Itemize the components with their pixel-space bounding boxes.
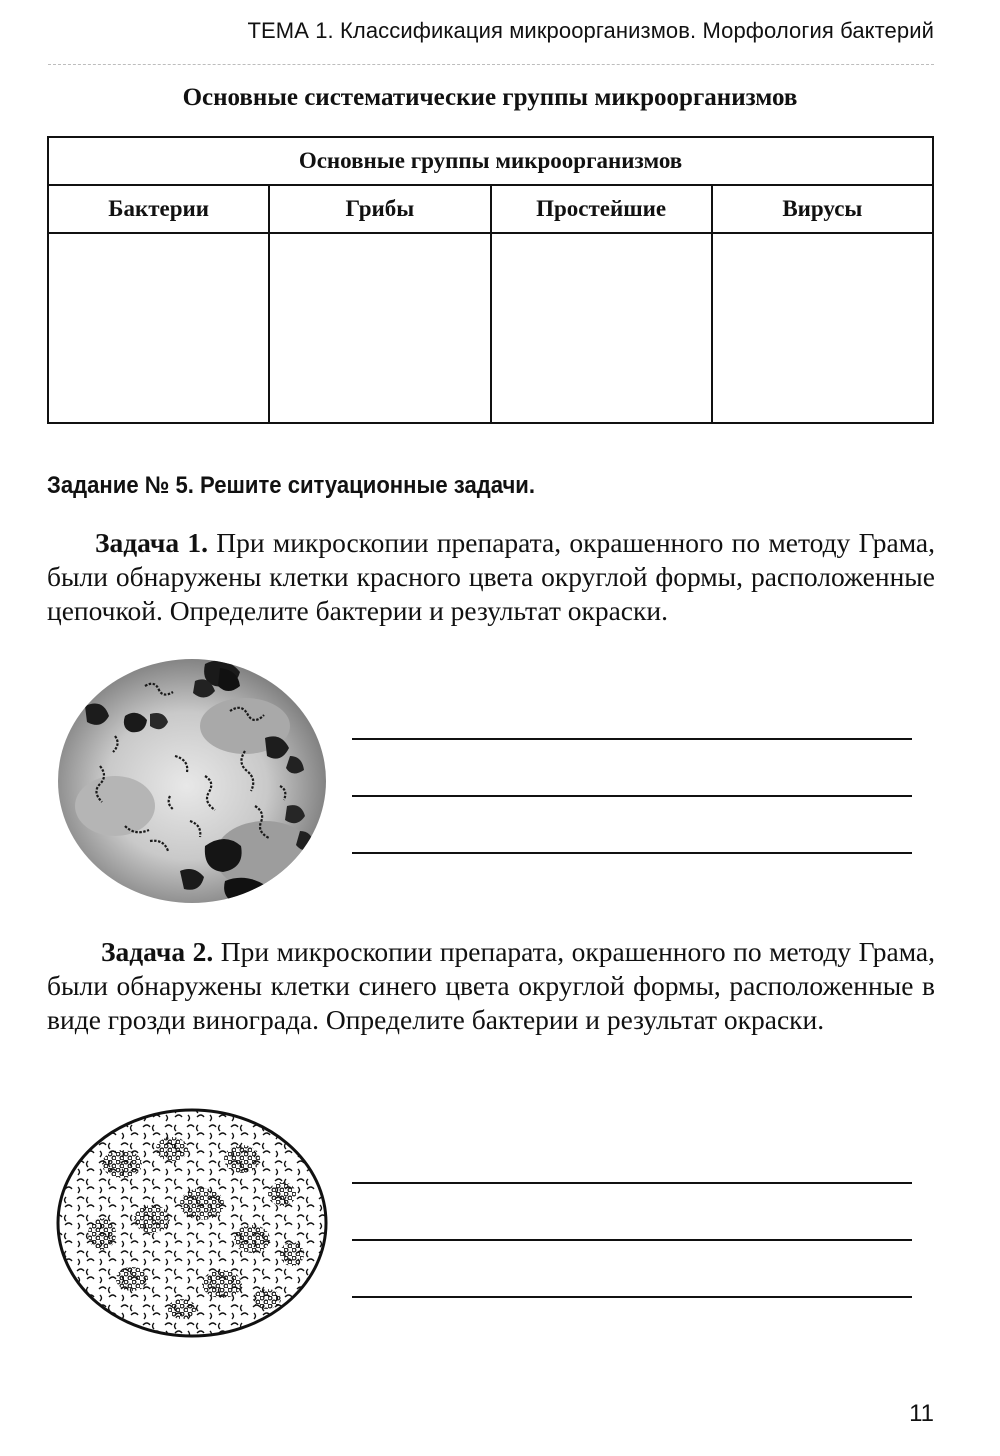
column-header-viruses: Вирусы: [712, 185, 933, 233]
page-header: ТЕМА 1. Классификация микроорганизмов. Морфология бактерий: [247, 18, 934, 43]
task2-paragraph: [47, 935, 935, 1037]
task1-label: Задача 1.: [95, 527, 208, 558]
task1-text: При микроскопии препарата, окрашенного по методу Грама, были обнаружены клетки красного цвета округлой формы, расположенные цепочкой. Определите бактерии и результат окраски.: [47, 527, 935, 626]
task2-answer-line-2[interactable]: [352, 1239, 912, 1241]
answer-cell-viruses[interactable]: [712, 233, 933, 423]
page-number: 11: [909, 1400, 934, 1427]
groups-table: [47, 136, 934, 424]
task2-label: Задача 2.: [101, 936, 214, 967]
answer-cell-fungi[interactable]: [269, 233, 490, 423]
task1-answer-line-3[interactable]: [352, 852, 912, 854]
table-group-header: Основные группы микроорганизмов: [48, 137, 933, 185]
column-header-fungi: Грибы: [269, 185, 490, 233]
section-title: Основные систематические группы микроорганизмов: [182, 84, 798, 111]
task2-text: При микроскопии препарата, окрашенного по методу Грама, были обнаружены клетки синего цвета округлой формы, расположенные в виде грозди винограда. Определите бактерии и результат окраски.: [47, 936, 935, 1035]
micrograph-staphylococci: [52, 1104, 332, 1342]
column-header-bacteria: Бактерии: [48, 185, 269, 233]
task1-answer-line-2[interactable]: [352, 795, 912, 797]
task1-answer-line-1[interactable]: [352, 738, 912, 740]
task-heading: Задание № 5. Решите ситуационные задачи.: [47, 472, 536, 499]
task1-paragraph: [47, 526, 935, 628]
task2-answer-line-3[interactable]: [352, 1296, 912, 1298]
answer-cell-protozoa[interactable]: [491, 233, 712, 423]
column-header-protozoa: Простейшие: [491, 185, 712, 233]
task2-answer-line-1[interactable]: [352, 1182, 912, 1184]
header-divider: [48, 64, 934, 65]
answer-cell-bacteria[interactable]: [48, 233, 269, 423]
micrograph-streptococci: [55, 656, 330, 906]
